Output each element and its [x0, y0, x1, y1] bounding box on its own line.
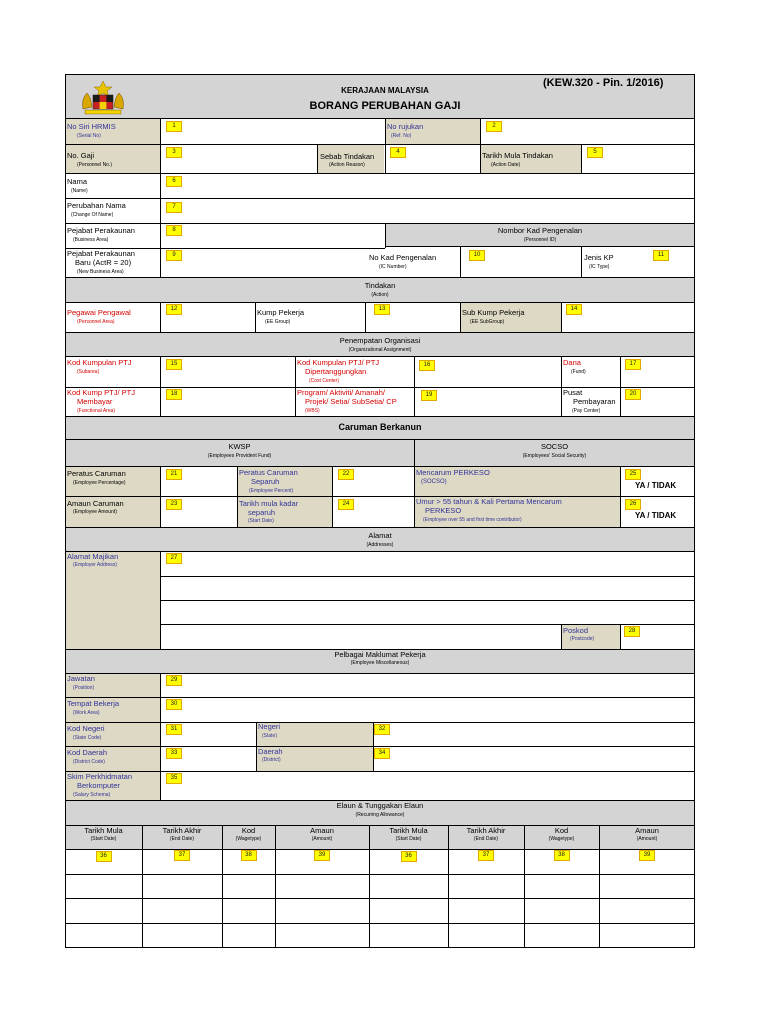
jawatan-label: Jawatan: [67, 674, 95, 683]
daerah-sub: (District): [262, 757, 281, 763]
penempatan-sub: (Organizational Assignment): [348, 347, 412, 353]
allowance-col-sub: (Start Date): [90, 836, 117, 842]
no-rujukan-label: No rujukan: [387, 122, 424, 131]
field-number-33: 33: [166, 748, 182, 759]
field-number-28: 28: [624, 626, 640, 637]
kwsp-heading: KWSP: [228, 442, 251, 451]
government-name: KERAJAAN MALAYSIA: [341, 86, 429, 95]
negeri-input[interactable]: [391, 723, 693, 745]
caruman-berkanun-heading: Caruman Berkanun: [338, 422, 422, 432]
kod-kumpulan-ptj-dipertanggungkan-label-2: Dipertanggungkan: [305, 367, 367, 376]
allowance-cell-input[interactable]: [371, 925, 446, 947]
pusat-pembayaran-sub: (Pay Center): [572, 408, 601, 414]
allowance-col-number: 39: [639, 850, 655, 861]
field-number-26: 26: [625, 499, 641, 510]
umur-55-label-2: PERKESO: [425, 506, 462, 515]
field-number-17: 17: [625, 359, 641, 370]
pejabat-perakaunan-baru-input[interactable]: [183, 250, 383, 276]
amaun-caruman-sub: (Employee Amount): [73, 509, 117, 515]
mencarum-perkeso-sub: (SOCSO): [421, 479, 447, 485]
tarikh-mula-kadar-separuh-sub: (Start Date): [248, 518, 274, 524]
kod-kumpulan-ptj-dipertanggungkan-input[interactable]: [436, 357, 560, 386]
kump-pekerja-label: Kump Pekerja: [257, 308, 305, 317]
allowance-cell-input[interactable]: [277, 925, 367, 947]
peratus-caruman-input[interactable]: [183, 467, 236, 495]
allowance-col-sub: (Amount): [311, 836, 333, 842]
kod-kump-ptj-membayar-input[interactable]: [183, 388, 293, 415]
tarikh-mula-kadar-separuh-label: Tarikh mula kadar: [239, 499, 299, 508]
daerah-input[interactable]: [391, 747, 693, 770]
pusat-pembayaran-input[interactable]: [642, 388, 693, 415]
allowance-cell-input[interactable]: [450, 900, 522, 922]
pejabat-perakaunan-input[interactable]: [183, 225, 383, 247]
pejabat-perakaunan-label: Pejabat Perakaunan: [67, 226, 135, 235]
allowance-col-sub: (Wagetype): [548, 836, 575, 842]
kod-daerah-input[interactable]: [183, 747, 255, 770]
pegawai-pengawal-sub: (Personnel Area): [77, 319, 115, 325]
allowance-cell-input[interactable]: [371, 876, 446, 898]
umur-55-label: Umur > 55 tahun & Kali Pertama Mencarum: [416, 497, 562, 506]
no-siri-hrmis-input[interactable]: [183, 120, 383, 142]
field-number-14: 14: [566, 304, 582, 315]
document-code: (KEW.320 - Pin. 1/2016): [543, 77, 664, 89]
socso-sub: (Employees' Social Security): [522, 453, 587, 459]
negeri-label: Negeri: [258, 722, 281, 731]
field-number-24: 24: [338, 499, 354, 510]
alamat-majikan-label: Alamat Majikan: [67, 552, 119, 561]
tarikh-mula-tindakan-label: Tarikh Mula Tindakan: [482, 151, 553, 160]
socso-heading: SOCSO: [540, 442, 569, 451]
allowance-cell-input[interactable]: [67, 925, 140, 947]
allowance-col-number: 37: [174, 850, 190, 861]
field-number-10: 10: [469, 250, 485, 261]
pejabat-perakaunan-baru-label-2: Baru (ActR = 20): [75, 258, 132, 267]
no-kad-pengenalan-sub: (IC Number): [379, 264, 407, 270]
field-number-29: 29: [166, 675, 182, 686]
allowance-cell-input[interactable]: [277, 863, 367, 873]
skim-sub: (Salary Schema): [73, 792, 111, 798]
skim-label-2: Berkomputer: [77, 781, 120, 790]
allowance-cell-input[interactable]: [601, 863, 693, 873]
kod-kumpulan-ptj-dipertanggungkan-sub: (Cost Center): [309, 378, 340, 384]
field-number-35: 35: [166, 773, 182, 784]
program-aktiviti-label: Program/ Aktiviti/ Amanah/: [297, 388, 385, 397]
sebab-tindakan-input[interactable]: [407, 146, 479, 172]
field-number-21: 21: [166, 469, 182, 480]
allowance-cell-input[interactable]: [526, 925, 597, 947]
field-number-2: 2: [486, 121, 502, 132]
tempat-bekerja-label: Tempat Bekerja: [67, 699, 120, 708]
negeri-sub: (State): [262, 733, 278, 739]
dana-sub: (Fund): [571, 369, 586, 375]
poskod-sub: (Postcode): [570, 636, 595, 642]
field-number-34: 34: [374, 748, 390, 759]
mencarum-perkeso-choice[interactable]: YA / TIDAK: [635, 481, 677, 490]
no-siri-hrmis-sub: (Serial No): [77, 133, 101, 139]
program-aktiviti-sub: (WBS): [305, 408, 320, 414]
allowance-cell-input[interactable]: [371, 900, 446, 922]
allowance-col-sub: (Amount): [636, 836, 658, 842]
program-aktiviti-label-2: Projek/ Setia/ SubSetia/ CP: [305, 397, 397, 406]
allowance-col-sub: (End Date): [473, 836, 499, 842]
allowance-col-number: 37: [478, 850, 494, 861]
amaun-caruman-input[interactable]: [183, 497, 236, 526]
tempat-bekerja-input[interactable]: [183, 698, 693, 721]
tarikh-mula-kadar-separuh-label-2: separuh: [248, 508, 276, 517]
alamat-majikan-line-3-input[interactable]: [161, 601, 693, 623]
allowance-cell-input[interactable]: [144, 925, 220, 947]
dana-label: Dana: [563, 358, 581, 367]
field-number-31: 31: [166, 724, 182, 735]
peratus-caruman-separuh-label-2: Separuh: [251, 477, 280, 486]
field-number-16: 16: [419, 360, 435, 371]
allowance-cell-input[interactable]: [601, 925, 693, 947]
no-kad-pengenalan-label: No Kad Pengenalan: [369, 253, 437, 262]
allowance-col-number: 39: [314, 850, 330, 861]
allowance-col-sub: (Wagetype): [235, 836, 262, 842]
pelbagai-sub: (Employee Miscellaneous): [350, 660, 410, 666]
kod-negeri-label: Kod Negeri: [67, 724, 105, 733]
allowance-cell-input[interactable]: [67, 876, 140, 898]
allowance-cell-input[interactable]: [601, 900, 693, 922]
jenis-kp-sub: (IC Type): [589, 264, 610, 270]
kod-kump-ptj-membayar-label: Kod Kump PTJ/ PTJ: [67, 388, 135, 397]
poskod-label: Poskod: [563, 626, 589, 635]
field-number-13: 13: [374, 304, 390, 315]
salary-change-form: [65, 74, 695, 948]
field-number-19: 19: [421, 390, 437, 401]
allowance-cell-input[interactable]: [277, 876, 367, 898]
nama-sub: (Name): [71, 188, 88, 194]
perubahan-nama-label: Perubahan Nama: [67, 201, 126, 210]
sub-kump-pekerja-label: Sub Kump Pekerja: [462, 308, 525, 317]
jenis-kp-input[interactable]: [670, 248, 693, 276]
allowance-cell-input[interactable]: [526, 876, 597, 898]
pejabat-perakaunan-baru-sub: (New Business Area): [77, 269, 124, 275]
poskod-input[interactable]: [641, 625, 693, 648]
allowance-cell-input[interactable]: [526, 863, 597, 873]
allowance-col-number: 36: [96, 851, 112, 862]
jawatan-sub: (Position): [73, 685, 95, 691]
allowance-col-label: Tarikh Mula: [84, 826, 123, 835]
sub-kump-pekerja-input[interactable]: [583, 303, 693, 331]
malaysia-coat-of-arms-icon: [77, 79, 129, 116]
allowance-cell-input[interactable]: [67, 900, 140, 922]
alamat-majikan-line-1-input[interactable]: [183, 552, 693, 575]
form-title: BORANG PERUBAHAN GAJI: [309, 100, 461, 112]
allowance-col-number: 38: [241, 850, 257, 861]
pejabat-perakaunan-baru-label: Pejabat Perakaunan: [67, 249, 135, 258]
no-rujukan-input[interactable]: [503, 120, 693, 142]
allowance-cell-input[interactable]: [277, 900, 367, 922]
tarikh-mula-kadar-separuh-input[interactable]: [355, 497, 413, 526]
allowance-col-sub: (Start Date): [395, 836, 422, 842]
peratus-caruman-label: Peratus Caruman: [67, 469, 126, 478]
alamat-majikan-line-2-input[interactable]: [161, 577, 693, 599]
umur-55-sub: (Employee over 55 and first time contributor): [423, 517, 522, 523]
kod-daerah-sub: (District Code): [73, 759, 105, 765]
pejabat-perakaunan-sub: (Business Area): [73, 237, 109, 243]
kod-kumpulan-ptj-dipertanggungkan-label: Kod Kumpulan PTJ/ PTJ: [297, 358, 380, 367]
skim-label: Skim Perkhidmatan: [67, 772, 133, 781]
kod-kumpulan-ptj-input[interactable]: [183, 357, 293, 386]
program-aktiviti-input[interactable]: [438, 388, 560, 415]
allowance-cell-input[interactable]: [450, 876, 522, 898]
field-number-25: 25: [625, 469, 641, 480]
tindakan-sub: (Action): [371, 292, 389, 298]
field-number-20: 20: [625, 389, 641, 400]
allowance-cell-input[interactable]: [144, 900, 220, 922]
field-number-27: 27: [166, 553, 182, 564]
allowance-cell-input[interactable]: [371, 863, 446, 873]
nombor-kad-pengenalan-sub: (Personnel ID): [523, 237, 557, 243]
alamat-heading: Alamat: [368, 531, 392, 540]
penempatan-heading: Penempatan Organisasi: [339, 336, 421, 345]
field-number-6: 6: [166, 176, 182, 187]
kwsp-sub: (Employees Provident Fund): [207, 453, 272, 459]
allowance-cell-input[interactable]: [450, 925, 522, 947]
kod-daerah-label: Kod Daerah: [67, 748, 108, 757]
kod-negeri-sub: (State Code): [73, 735, 102, 741]
allowance-col-sub: (End Date): [169, 836, 195, 842]
peratus-caruman-sub: (Employee Percentage): [73, 480, 126, 486]
field-number-5: 5: [587, 147, 603, 158]
pelbagai-heading: Pelbagai Maklumat Pekerja: [334, 650, 426, 659]
kod-kump-ptj-membayar-label-2: Membayar: [77, 397, 113, 406]
jawatan-input[interactable]: [183, 674, 693, 696]
elaun-heading: Elaun & Tunggakan Elaun: [336, 801, 424, 810]
nama-label: Nama: [67, 177, 88, 186]
no-siri-hrmis-label: No Siri HRMIS: [67, 122, 116, 131]
no-rujukan-sub: (Ref. No): [391, 133, 412, 139]
perubahan-nama-input[interactable]: [183, 200, 693, 222]
kod-kump-ptj-membayar-sub: (Functional Area): [77, 408, 116, 414]
allowance-cell-input[interactable]: [144, 876, 220, 898]
field-number-4: 4: [390, 147, 406, 158]
allowance-col-label: Amaun: [310, 826, 334, 835]
nombor-kad-pengenalan-heading: Nombor Kad Pengenalan: [497, 226, 583, 235]
field-number-32: 32: [374, 724, 390, 735]
allowance-cell-input[interactable]: [224, 900, 273, 922]
allowance-cell-input[interactable]: [224, 876, 273, 898]
kod-kumpulan-ptj-sub: (Subarea): [77, 369, 100, 375]
field-number-1: 1: [166, 121, 182, 132]
alamat-sub: (Addresses): [366, 542, 394, 548]
no-gaji-label: No. Gaji: [67, 151, 95, 160]
jenis-kp-label: Jenis KP: [584, 253, 614, 262]
field-number-15: 15: [166, 359, 182, 370]
field-number-7: 7: [166, 202, 182, 213]
pusat-pembayaran-label-2: Pembayaran: [573, 397, 616, 406]
dana-input[interactable]: [642, 357, 693, 386]
no-gaji-sub: (Personnel No.): [77, 162, 113, 168]
allowance-col-label: Tarikh Akhir: [162, 826, 202, 835]
allowance-cell-input[interactable]: [67, 863, 140, 873]
allowance-cell-input[interactable]: [224, 863, 273, 873]
sebab-tindakan-label: Sebab Tindakan: [320, 152, 375, 161]
allowance-cell-input[interactable]: [224, 925, 273, 947]
field-number-30: 30: [166, 699, 182, 710]
allowance-cell-input[interactable]: [526, 900, 597, 922]
allowance-col-label: Tarikh Akhir: [466, 826, 506, 835]
allowance-cell-input[interactable]: [450, 863, 522, 873]
allowance-col-number: 38: [554, 850, 570, 861]
kod-kumpulan-ptj-label: Kod Kumpulan PTJ: [67, 358, 132, 367]
pusat-pembayaran-label: Pusat: [563, 388, 583, 397]
pegawai-pengawal-input[interactable]: [183, 303, 254, 331]
peratus-caruman-separuh-sub: (Employee Percent): [249, 488, 294, 494]
amaun-caruman-label: Amaun Caruman: [67, 499, 124, 508]
no-kad-pengenalan-input[interactable]: [486, 248, 579, 276]
allowance-col-label: Kod: [554, 826, 569, 835]
kod-negeri-input[interactable]: [183, 723, 255, 745]
field-number-11: 11: [653, 250, 669, 261]
tempat-bekerja-sub: (Work Area): [73, 710, 100, 716]
elaun-sub: (Recurring Allowance): [355, 812, 405, 818]
tarikh-mula-tindakan-input[interactable]: [604, 146, 693, 172]
allowance-col-number: 36: [401, 851, 417, 862]
mencarum-perkeso-label: Mencarum PERKESO: [416, 468, 490, 477]
allowance-col-label: Tarikh Mula: [389, 826, 428, 835]
allowance-col-label: Amaun: [635, 826, 659, 835]
field-number-8: 8: [166, 225, 182, 236]
allowance-cell-input[interactable]: [144, 863, 220, 873]
peratus-caruman-separuh-input[interactable]: [355, 467, 413, 495]
allowance-cell-input[interactable]: [601, 876, 693, 898]
field-number-23: 23: [166, 499, 182, 510]
sub-kump-pekerja-sub: (EE SubGroup): [470, 319, 505, 325]
field-number-3: 3: [166, 147, 182, 158]
field-number-22: 22: [338, 469, 354, 480]
nama-input[interactable]: [183, 175, 693, 197]
field-number-18: 18: [166, 389, 182, 400]
tarikh-mula-tindakan-sub: (Action Date): [491, 162, 521, 168]
daerah-label: Daerah: [258, 747, 283, 756]
perubahan-nama-sub: (Change Of Name): [71, 212, 114, 218]
allowance-col-label: Kod: [241, 826, 256, 835]
sebab-tindakan-sub: (Action Reason): [329, 162, 365, 168]
tindakan-heading: Tindakan: [364, 281, 396, 290]
alamat-majikan-sub: (Employer Address): [73, 562, 117, 568]
no-gaji-input[interactable]: [183, 146, 315, 172]
field-number-9: 9: [166, 250, 182, 261]
pegawai-pengawal-label: Pegawai Pengawal: [67, 308, 131, 317]
skim-input[interactable]: [183, 772, 693, 799]
peratus-caruman-separuh-label: Peratus Caruman: [239, 468, 298, 477]
kump-pekerja-input[interactable]: [391, 303, 459, 331]
umur-55-choice[interactable]: YA / TIDAK: [635, 511, 677, 520]
kump-pekerja-sub: (EE Group): [265, 319, 291, 325]
alamat-majikan-line-4-input[interactable]: [161, 625, 560, 648]
field-number-12: 12: [166, 304, 182, 315]
